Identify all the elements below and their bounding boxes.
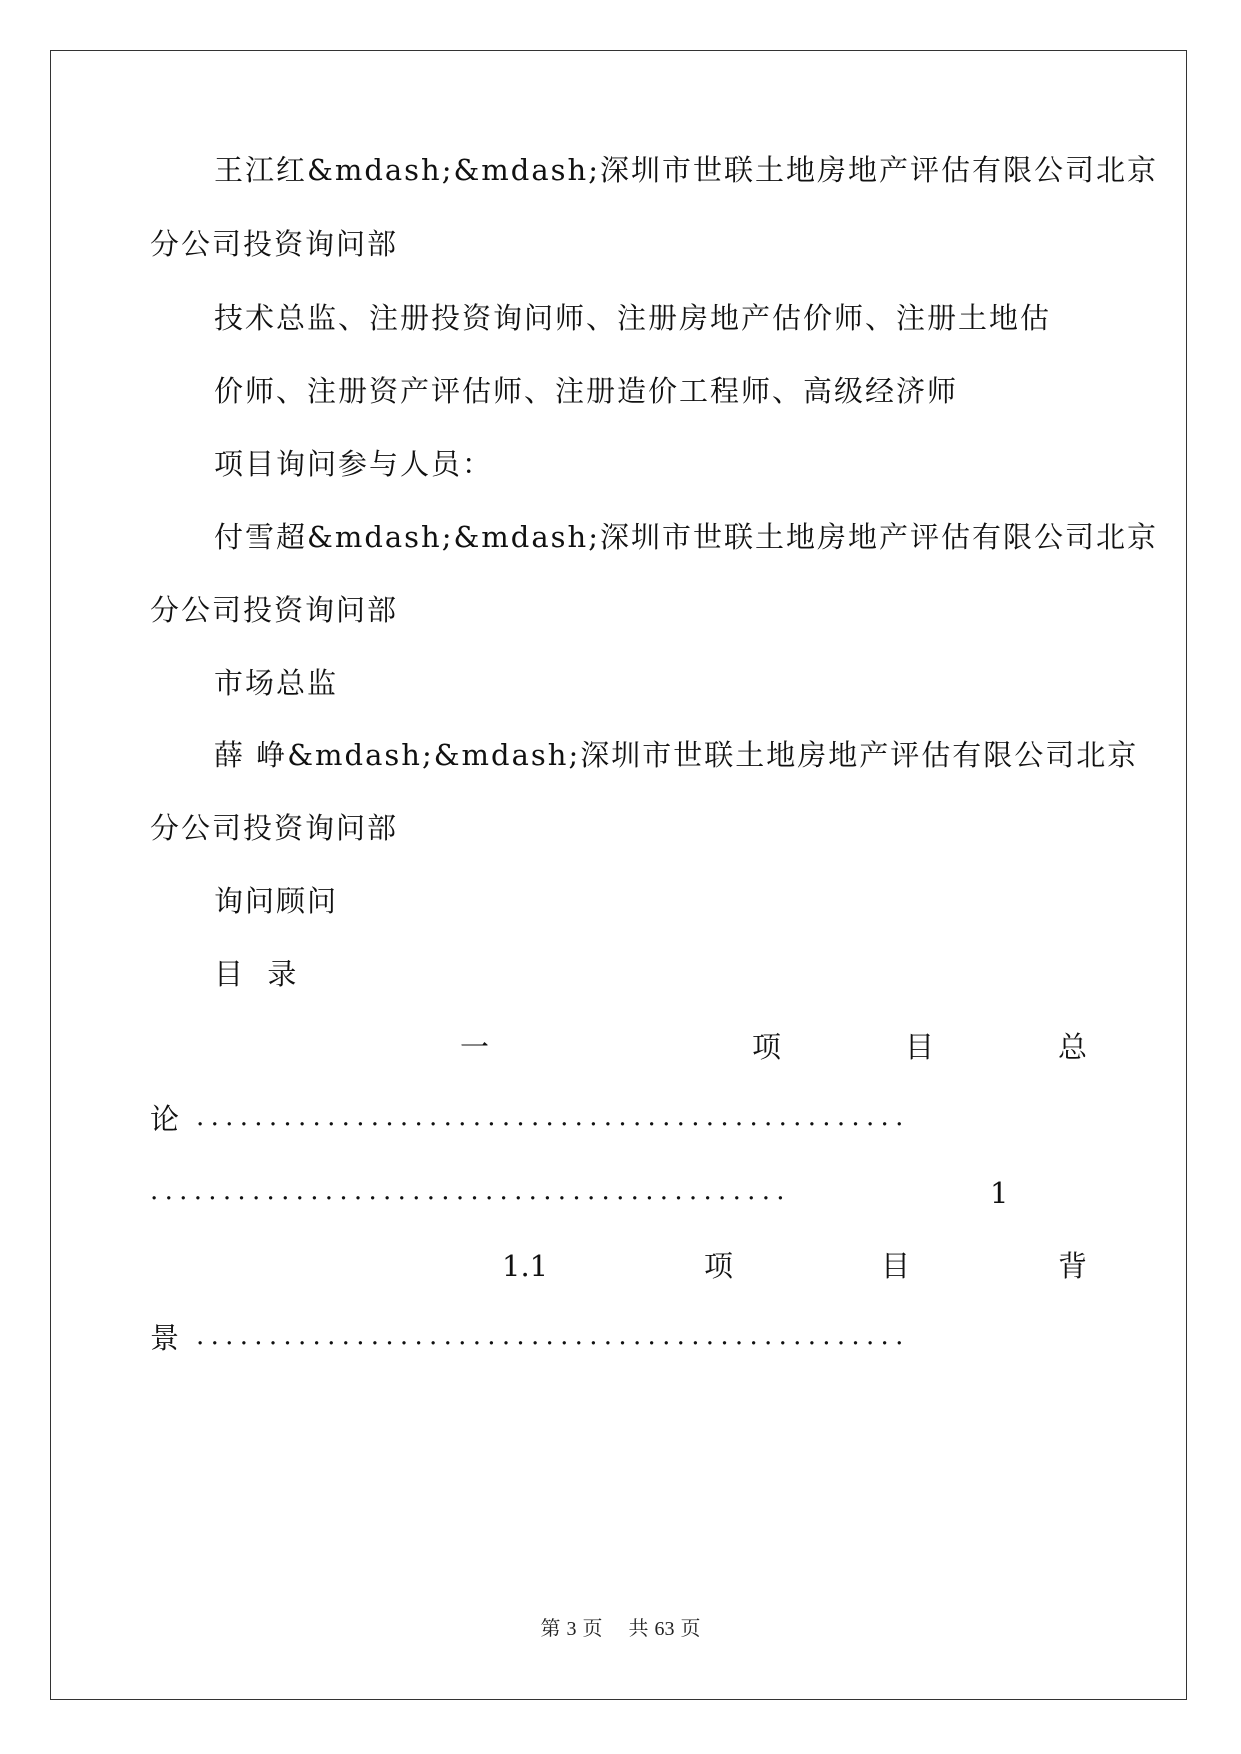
toc-entry2-number: 1.1 — [502, 1249, 549, 1283]
text-line-8: 市场总监 — [214, 666, 339, 700]
text-line-6: 付雪超&mdash;&mdash;深圳市世联土地房地产评估有限公司北京 — [214, 520, 1158, 554]
toc-entry1-part4: 总 — [1058, 1030, 1088, 1064]
toc-entry1-last-char: 论 — [150, 1102, 180, 1136]
footer-page-total: 63 — [654, 1618, 675, 1640]
toc-entry2-part3: 目 — [881, 1249, 911, 1283]
toc-entry1-part1: 一 — [460, 1030, 490, 1064]
toc-entry1-part3: 目 — [905, 1030, 935, 1064]
text-line-11: 询问顾问 — [214, 884, 339, 918]
toc-entry1-part2: 项 — [752, 1030, 782, 1064]
toc-entry2-leader-1: ................................................. — [196, 1321, 910, 1351]
footer-page-prefix: 第 — [540, 1618, 561, 1640]
page-footer — [0, 1612, 1241, 1641]
text-line-4: 价师、注册资产评估师、注册造价工程师、高级经济师 — [214, 374, 959, 408]
footer-page-current: 3 — [566, 1618, 577, 1640]
toc-entry1-leader-1: ................................................. — [196, 1102, 910, 1132]
toc-entry1-leader-2: ............................................ — [150, 1176, 791, 1206]
text-line-5: 项目询问参与人员： — [214, 447, 494, 481]
toc-heading: 目 录 — [214, 957, 299, 991]
text-line-1: 王江红&mdash;&mdash;深圳市世联土地房地产评估有限公司北京 — [214, 153, 1158, 187]
text-line-7: 分公司投资询问部 — [150, 593, 399, 627]
toc-entry2-part2: 项 — [704, 1249, 734, 1283]
text-line-9: 薛 峥&mdash;&mdash;深圳市世联土地房地产评估有限公司北京 — [214, 738, 1139, 772]
toc-entry2-last-char: 景 — [150, 1321, 180, 1355]
text-line-3: 技术总监、注册投资询问师、注册房地产估价师、注册土地估 — [214, 301, 1052, 335]
footer-total-prefix: 共 — [628, 1618, 649, 1640]
footer-total-suffix: 页 — [680, 1618, 701, 1640]
page-frame — [50, 50, 1187, 1700]
toc-entry2-part4: 背 — [1058, 1249, 1088, 1283]
toc-entry1-page-number: 1 — [990, 1176, 1009, 1210]
text-line-2: 分公司投资询问部 — [150, 227, 399, 261]
footer-page-mid: 页 — [582, 1618, 603, 1640]
text-line-10: 分公司投资询问部 — [150, 811, 399, 845]
